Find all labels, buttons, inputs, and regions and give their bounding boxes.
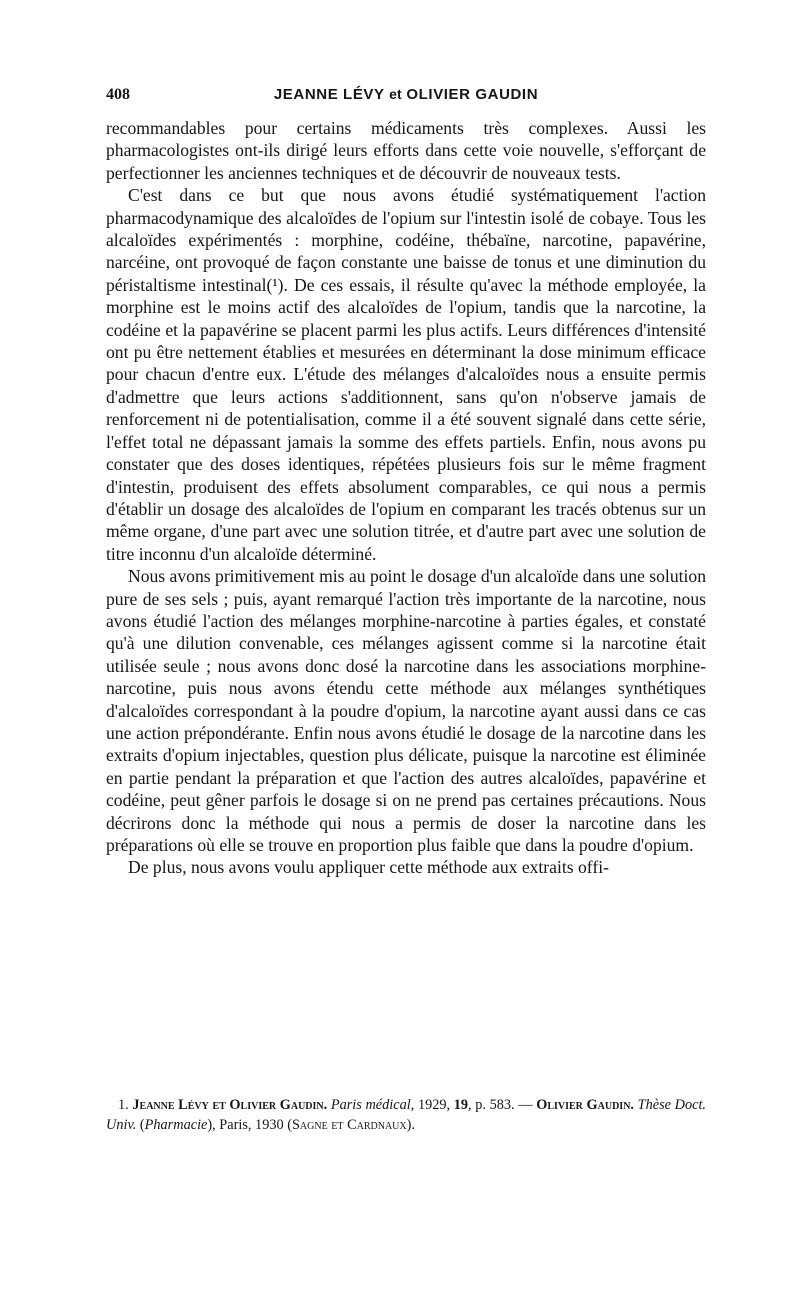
paragraph-2-part-b: . De ces essais, il résulte qu'avec la méthode employée, la morphine est le moins actif des alcaloïdes de l'opium, tandis que la narcotine, la codéine et la papavérine se placent parmi les plus actifs. Leurs différences d'intensité ont pu être nettement établies et mesurées en déterminant la dose minimum efficace pour chacun d'entre eux. L'étude des mélanges d'alcaloïdes nous a ensuite permis d'admettre que leurs actions s'additionnent, sans qu'on n'observe jamais de renforcement ni de potentialisation, comme il a été souvent signalé dans cette série, l'effet total ne dépassant jamais la somme des effets partiels. Enfin, nous avons pu constater que des doses identiques, répétées plusieurs fois sur le même fragment d'intestin, produisent des effets absolument comparables, ce qui nous a permis d'établir un dosage des alcaloïdes de l'opium en comparant les tracés obtenus sur un même organe, d'une part avec une solution titrée, et d'autre part avec une solution de titre inconnu d'un alcaloïde déterminé. [106, 274, 706, 564]
body-text [106, 117, 706, 879]
footnote-author2: Olivier Gaudin. [536, 1097, 634, 1113]
running-head [106, 86, 706, 103]
footnote-number: 1. [118, 1097, 129, 1113]
footnote-thesis: Thèse Doct. Univ. [106, 1097, 706, 1133]
footnote-year: , 1929, [410, 1097, 451, 1113]
running-head-author1: JEANNE LÉVY [273, 86, 385, 103]
page-number: 408 [106, 86, 130, 103]
paragraph-1: recommandables pour certains médicaments très complexes. Aussi les pharmacologistes ont-ils dirigé leurs efforts dans cette voie nouvelle, s'efforçant de perfectionner les anciennes techniques et de découvrir de nouveaux tests. [106, 118, 706, 183]
footnote-end: ). [406, 1117, 415, 1133]
footnote-publisher: Sagne et Cardnaux [291, 1117, 407, 1133]
running-head-conj: et [389, 86, 402, 102]
footnote-pages: , p. 583. — [468, 1097, 533, 1113]
paragraph-2-part-a: C'est dans ce but que nous avons étudié systématiquement l'action pharmacodynamique des alcaloïdes de l'opium sur l'intestin isolé de cobaye. Tous les alcaloïdes expérimentés : morphine, codéine, thébaïne, narcotine, papavérine, narcéine, ont provoqué de façon constante une baisse de tonus et une diminution du péristaltisme intestinal [106, 185, 706, 295]
paragraph-4: De plus, nous avons voulu appliquer cette méthode aux extraits offi- [128, 857, 609, 878]
paragraph-2 [106, 184, 706, 565]
running-head-author2: OLIVIER GAUDIN [406, 86, 539, 103]
footnote-pharmacie: Pharmacie [144, 1117, 208, 1133]
footnote-volume: 19 [453, 1097, 469, 1113]
footnote-journal: Paris médical [330, 1097, 411, 1113]
footnote-text [106, 1095, 706, 1135]
footnote-reference: (¹) [266, 274, 284, 295]
footnote-pharm-open: ( [136, 1117, 145, 1133]
page-header [106, 86, 706, 110]
paragraph-3: Nous avons primitivement mis au point le dosage d'un alcaloïde dans une solution pure de ses sels ; puis, ayant remarqué l'action très importante de la narcotine, nous avons étudié l'action des mélanges morphine-narcotine à parties égales, et constaté qu'à une dilution convenable, ces mélanges agissent comme si la narcotine était utilisée seule ; nous avons donc dosé la narcotine dans les associations morphine-narcotine, puis nous avons étendu cette méthode aux mélanges synthétiques d'alcaloïdes correspondant à la poudre d'opium, la narcotine ayant aussi dans ce cas une action prépondérante. Enfin nous avons étudié le dosage de la narcotine dans les extraits d'opium injectables, question plus délicate, puisque la narcotine est éliminée en partie pendant la préparation et que l'action des autres alcaloïdes, papavérine et codéine, peut gêner parfois le dosage si on ne prend pas certaines précautions. Nous décrirons donc la méthode qui nous a permis de doser la narcotine dans les préparations où elle se trouve en proportion plus faible que dans la poudre d'opium. [106, 566, 706, 855]
footnote-pharm-close: ), Paris, 1930 ( [207, 1117, 292, 1133]
footnote [106, 1095, 706, 1135]
footnote-authors: Jeanne Lévy et Olivier Gaudin. [132, 1097, 328, 1113]
